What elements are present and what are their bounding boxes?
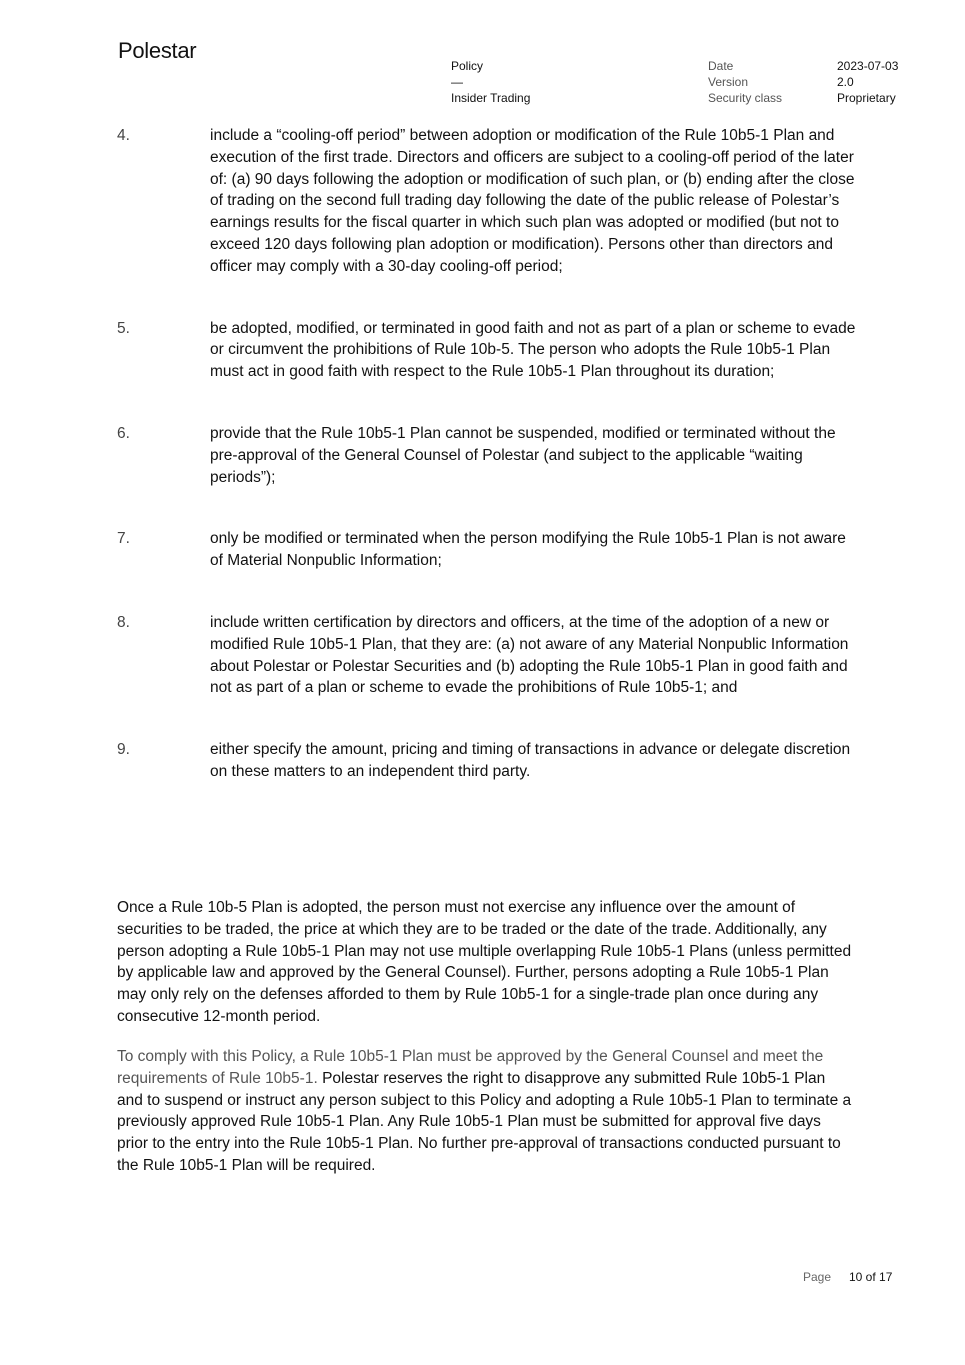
list-item-number: 9.: [117, 741, 130, 759]
polestar-logo: Polestar: [118, 38, 197, 63]
list-item-number: 4.: [117, 127, 130, 144]
security-label: Security class: [708, 91, 783, 105]
list-item-text: include written certification by directors and officers, at the time of the adoption of a new or modified Rule 10b5-1 Plan, that they are: (a) not aware of any Material Nonpublic Information about Polestar or Polestar Securities and (b) adopting the Rule 10b5-1 Plan in good faith and not as part of a plan or scheme to evade the prohibitions of Rule 10b5-1; and: [210, 613, 849, 697]
list-item-number: 8.: [117, 613, 130, 631]
paragraph-approval-rest: Polestar reserves the right to disapprove any submitted Rule 10b5-1 Plan and to suspend or instruct any person subject to this Policy and adopting a Rule 10b5-1 Plan to terminate a previously approved Rule 10b5-1 Plan. Any Rule 10b5-1 Plan must be submitted for approval five days prior to the entry into the Rule 10b5-1 Plan. No further pre-approval of transactions conducted pursuant to the Rule 10b5-1 Plan will be required.: [117, 1069, 852, 1174]
doc-separator: —: [451, 75, 463, 89]
paragraph-plan-influence: Once a Rule 10b-5 Plan is adopted, the person must not exercise any influence over the amount of securities to be traded, the price at which they are to be traded or the date of the trade. Additionally, any person adopting a Rule 10b5-1 Plan may not use multiple overlapping Rule 10b5-1 Plans (unless permitted by applicable law and approved by the General Counsel). Further, persons adopting a Rule 10b5-1 Plan may only rely on the defenses afforded to them by Rule 10b5-1 for a single-trade plan once during any consecutive 12-month period.: [117, 899, 852, 1025]
header-meta-values: [837, 58, 898, 106]
list-item: [117, 612, 857, 699]
header-doc-info: [451, 58, 530, 106]
list-item-text: either specify the amount, pricing and timing of transactions in advance or delegate discretion on these matters to an independent third party.: [210, 741, 851, 780]
doc-title: Insider Trading: [451, 91, 531, 105]
list-item-number: 5.: [117, 319, 130, 337]
version-label: Version: [708, 75, 749, 89]
list-item: [117, 423, 857, 488]
requirements-list: [117, 125, 857, 823]
page-number: 10 of 17: [849, 1270, 893, 1284]
list-item-number: 6.: [117, 424, 130, 442]
list-item: [117, 125, 857, 278]
version-value: 2.0: [837, 75, 854, 89]
doc-type-label: Policy: [451, 59, 484, 73]
list-item-text: only be modified or terminated when the person modifying the Rule 10b5-1 Plan is not aware of Material Nonpublic Information;: [210, 530, 846, 570]
date-value: 2023-07-03: [837, 59, 899, 73]
paragraph-approval-intro: To comply with this Policy, a Rule 10b5-1 Plan must be approved by the General Counsel and meet the requirements of Rule 10b5-1.: [117, 1048, 824, 1087]
page-label: Page: [803, 1270, 832, 1284]
list-item: [117, 739, 857, 783]
date-label: Date: [708, 59, 734, 73]
header-meta-labels: [708, 58, 782, 106]
list-item: [117, 528, 857, 572]
paragraph-plan-approval: [117, 1046, 852, 1177]
list-item-text: provide that the Rule 10b5-1 Plan cannot be suspended, modified or terminated without the pre-approval of the General Counsel of Polestar (and subject to the applicable “waiting periods”);: [210, 424, 836, 486]
security-value: Proprietary: [837, 91, 896, 105]
list-item-text: include a “cooling-off period” between adoption or modification of the Rule 10b5-1 Plan and execution of the first trade. Directors and officers are subject to a cooling-off period of the later of: (a) 90 days following the adoption or modification of such plan, or (b) ending after the close of trading on the second full trading day following the date of the public release of Polestar’s earnings results for the fiscal quarter in which such plan was adopted or modified (but not to exceed 120 days following plan adoption or modification). Persons other than directors and officer may comply with a 30-day cooling-off period;: [210, 127, 855, 275]
list-item-number: 7.: [117, 530, 130, 548]
list-item-text: be adopted, modified, or terminated in good faith and not as part of a plan or scheme to evade or circumvent the prohibitions of Rule 10b-5. The person who adopts the Rule 10b5-1 Plan must act in good faith with respect to the Rule 10b5-1 Plan throughout its duration;: [210, 319, 856, 381]
list-item: [117, 318, 857, 383]
